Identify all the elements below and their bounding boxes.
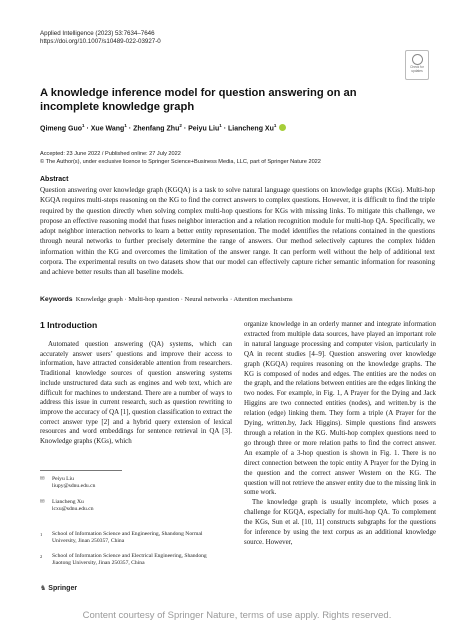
section-heading-introduction: 1 Introduction xyxy=(40,320,98,330)
journal-citation: Applied Intelligence (2023) 53:7634–7646 xyxy=(40,30,155,37)
publisher-logo xyxy=(40,584,77,592)
journal-header xyxy=(40,30,161,46)
author-name: Liancheng Xu xyxy=(227,125,274,133)
affiliation-text: School of Information Science and Engineering, Shandong Normal University, Jinan 250357, China xyxy=(52,531,203,545)
affiliation-text: School of Information Science and Electrical Engineering, Shandong Jiaotong University, Jinan 250357, China xyxy=(52,553,207,567)
keywords-text: Knowledge graph · Multi-hop question · Neural networks · Attention mechanisms xyxy=(75,296,293,303)
author-affiliation: 1 xyxy=(219,123,222,128)
footnote-divider xyxy=(40,470,122,471)
accepted-date: Accepted: 23 June 2022 / Published online: 27 July 2022 xyxy=(40,151,181,157)
intro-paragraph: organize knowledge in an orderly manner and integrate information extracted from multiple data sources, have played an important role in natural language processing and computer vision, particularly in QA in recent studies [4–9]. Question answering over knowledge graph (KGQA) requires reasoning on the knowledge graphs. The KG is composed of nodes and edges. The entities are the nodes on the graph, and the relations between entities are the edges linking the two nodes. For example, in Fig. 1, A Prayer for the Dying and Jack Higgins are two connected entities (nodes), and written.by is the relation (edge) linking them. They form a triple (A Prayer for the Dying, written.by, Jack Higgins). Simple questions find answers through a relation in the KG. Multi-hop complex questions need to go through three or more relation paths to find the correct answer. An example of a 3-hop question is shown in Fig. 1. There is no direct connection between the topic entity A Prayer for the Dying in the question and the correct answer Western on the KG. The question will not retrieve the answer entity due to the missing link in some work. xyxy=(244,320,436,497)
publisher-name: Springer xyxy=(48,585,78,592)
orcid-icon[interactable] xyxy=(279,124,286,131)
intro-paragraph: The knowledge graph is usually incomplete, which poses a challenge for KGQA, especially for multi-hop QA. To complement the KGs, Sun et al. [10, 11] constructs subgraphs for the questions for inference by using the text corpus as an additional knowledge source. However, xyxy=(244,498,436,546)
author-affiliation: 1 xyxy=(82,123,85,128)
check-updates-icon xyxy=(412,54,423,65)
author-name: Peiyu Liu xyxy=(188,125,220,133)
contact-liancheng-xu xyxy=(40,499,220,513)
abstract-body: Question answering over knowledge graph (KGQA) is a task to solve natural language questions on knowledge graphs (KGs). Multi-hop KGQA requires multi-steps reasoning on the KG to find the correct answers to complex questions. However, it is difficult to find the triple required by the question directly when solving complex multi-hop questions for KGs with missing links. To mitigate this challenge, we propose an effective reasoning model that fuses neighbor interaction and a relation recognition module for multi-hop QA. Specifically, we adopt neighbor interaction networks to learn a better entity representation. The model identifies the relations contained in the questions through neural networks to further precisely determine the range of answers. Our method selectively captures the complex hidden information within the KG and overcomes the limitation of the answer range. It can perform well without the help of additional text corpora. The experimental results on two datasets show that our model can effectively capture richer semantic information for reasoning and achieve better results than all baseline models. xyxy=(40,186,435,276)
badge-line2: updates xyxy=(411,68,423,73)
abstract-heading: Abstract xyxy=(40,176,69,183)
doi-link[interactable]: https://doi.org/10.1007/s10489-022-03927-0 xyxy=(40,38,161,45)
contact-name: Liancheng Xu xyxy=(52,499,84,505)
author-list: Qimeng Guo$^1$ · Xue Wang$^1$ · Zhenfang Zhu$^2$ · Peiyu Liu$^1$ · Liancheng Xu$^1$ xyxy=(40,123,286,132)
keywords-label: Keywords xyxy=(40,296,73,303)
author-affiliation: 1 xyxy=(124,123,127,128)
copyright-notice: © The Author(s), under exclusive licence to Springer Science+Business Media, LLC, part of Springer Nature 2022 xyxy=(40,158,321,165)
check-for-updates-badge[interactable] xyxy=(405,50,429,80)
author-name: Xue Wang xyxy=(90,125,125,133)
author-name: Zhenfang Zhu xyxy=(133,125,180,133)
author-name: Qimeng Guo xyxy=(40,125,82,133)
courtesy-notice: Content courtesy of Springer Nature, terms of use apply. Rights reserved. xyxy=(82,610,392,621)
contact-peiyu-liu xyxy=(40,476,220,490)
affiliation-number: 2 xyxy=(40,554,43,559)
contact-email[interactable]: lcxu@sdnu.edu.cn xyxy=(52,506,94,513)
author-affiliation: 2 xyxy=(179,123,182,128)
keywords-line xyxy=(40,296,435,303)
affiliation-2 xyxy=(40,553,220,567)
author-affiliation: 1 xyxy=(273,123,277,128)
intro-paragraph: Automated question answering (QA) systems, which can accurately answer users’ questions and improve their access to information, have attracted considerable attention from researchers. Traditional knowledge sources of question answering systems include unstructured data such as engines and web text, which are difficult for machines to understand. There are a number of ways to address this issue in current research, such as question rewriting to improve the accuracy of QA [1], question classification to extract the correct answer type [2] and a hybrid query extension of lexical resources and word embeddings for sentence retrieval in QA [3]. Knowledge graphs (KGs), which xyxy=(40,340,232,446)
affiliation-1 xyxy=(40,531,220,545)
left-column xyxy=(40,340,232,447)
publication-dates xyxy=(40,151,321,166)
affiliation-number: 1 xyxy=(40,532,43,537)
contact-name: Peiyu Liu xyxy=(52,476,74,482)
envelope-icon: ✉ xyxy=(40,476,45,482)
paper-title: A knowledge inference model for question answering on an incomplete knowledge graph xyxy=(40,87,357,113)
envelope-icon: ✉ xyxy=(40,499,45,505)
contact-email[interactable]: liupy@sdnu.edu.cn xyxy=(52,483,96,490)
springer-horse-icon: ♞ xyxy=(40,584,47,592)
badge-line1: Check for xyxy=(410,65,424,69)
right-column xyxy=(244,320,436,548)
